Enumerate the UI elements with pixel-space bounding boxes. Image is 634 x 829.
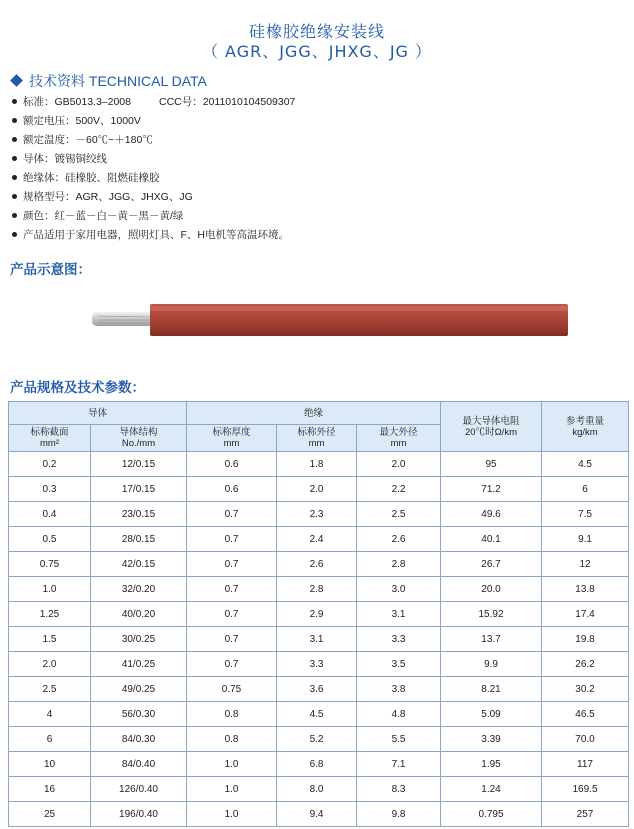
table-cell: 2.2 xyxy=(357,477,441,502)
table-cell: 2.9 xyxy=(277,602,357,627)
table-cell: 0.2 xyxy=(9,452,91,477)
table-cell: 169.5 xyxy=(542,777,629,802)
table-cell: 26.7 xyxy=(441,552,542,577)
bullet-icon xyxy=(12,194,17,199)
technical-data-list xyxy=(10,93,295,245)
diagram-heading: 产品示意图： xyxy=(10,262,91,277)
table-cell: 7.5 xyxy=(542,502,629,527)
table-cell: 26.2 xyxy=(542,652,629,677)
table-row xyxy=(9,477,629,502)
table-cell: 3.8 xyxy=(357,677,441,702)
table-cell: 0.7 xyxy=(187,552,277,577)
technical-data-text: 产品适用于家用电器，照明灯具、F、H电机等高温环境。 xyxy=(23,229,289,241)
resistance-header-label: 最大导体电阻 xyxy=(462,415,520,427)
column-header xyxy=(187,425,277,452)
technical-data-item xyxy=(10,112,295,131)
bullet-icon xyxy=(12,175,17,180)
table-row xyxy=(9,702,629,727)
conductor-group-header: 导体 xyxy=(9,402,187,425)
table-cell: 0.75 xyxy=(9,552,91,577)
table-row xyxy=(9,652,629,677)
table-row xyxy=(9,627,629,652)
table-cell: 13.8 xyxy=(542,577,629,602)
table-row xyxy=(9,577,629,602)
table-cell: 32/0.20 xyxy=(91,577,187,602)
table-cell: 71.2 xyxy=(441,477,542,502)
bullet-icon xyxy=(12,213,17,218)
wire-illustration xyxy=(90,298,570,344)
bullet-icon xyxy=(12,137,17,142)
table-cell: 20.0 xyxy=(441,577,542,602)
table-cell: 257 xyxy=(542,802,629,827)
table-cell: 1.95 xyxy=(441,752,542,777)
spec-table xyxy=(8,401,629,827)
table-cell: 2.4 xyxy=(277,527,357,552)
table-cell: 1.24 xyxy=(441,777,542,802)
table-cell: 2.0 xyxy=(357,452,441,477)
technical-data-text: 额定电压：500V、1000V xyxy=(23,115,141,127)
technical-data-extra: CCC号：2011010104509307 xyxy=(158,96,296,108)
page-title: 硅橡胶绝缘安装线 xyxy=(248,22,385,41)
column-header-unit: mm² xyxy=(40,438,59,449)
table-cell: 41/0.25 xyxy=(91,652,187,677)
table-cell: 1.8 xyxy=(277,452,357,477)
technical-data-item xyxy=(10,150,295,169)
weight-header-unit: kg/km xyxy=(572,426,598,438)
bullet-icon xyxy=(12,99,17,104)
insulation-group-header: 绝缘 xyxy=(187,402,441,425)
table-cell: 5.5 xyxy=(357,727,441,752)
technical-data-text: 规格型号：AGR、JGG、JHXG、JG xyxy=(23,191,193,203)
bullet-icon xyxy=(12,118,17,123)
table-cell: 7.1 xyxy=(357,752,441,777)
table-cell: 3.3 xyxy=(357,627,441,652)
table-cell: 49.6 xyxy=(441,502,542,527)
table-cell: 10 xyxy=(9,752,91,777)
weight-header-label: 参考重量 xyxy=(566,415,605,427)
table-row xyxy=(9,452,629,477)
table-cell: 49/0.25 xyxy=(91,677,187,702)
column-header xyxy=(357,425,441,452)
table-cell: 4.5 xyxy=(542,452,629,477)
table-cell: 1.0 xyxy=(187,777,277,802)
table-cell: 1.0 xyxy=(187,752,277,777)
table-cell: 0.7 xyxy=(187,527,277,552)
table-cell: 95 xyxy=(441,452,542,477)
technical-data-item xyxy=(10,169,295,188)
table-cell: 2.6 xyxy=(277,552,357,577)
table-cell: 28/0.15 xyxy=(91,527,187,552)
table-cell: 3.5 xyxy=(357,652,441,677)
technical-data-item xyxy=(10,188,295,207)
table-cell: 5.09 xyxy=(441,702,542,727)
table-cell: 0.3 xyxy=(9,477,91,502)
table-cell: 3.3 xyxy=(277,652,357,677)
table-cell: 4.5 xyxy=(277,702,357,727)
column-header-unit: mm xyxy=(223,438,240,449)
technical-data-text: 绝缘体：硅橡胶、阻燃硅橡胶 xyxy=(23,172,160,184)
table-cell: 5.2 xyxy=(277,727,357,752)
technical-data-text: 标准：GB5013.3–2008 xyxy=(23,96,131,108)
table-row xyxy=(9,752,629,777)
table-cell: 40/0.20 xyxy=(91,602,187,627)
table-cell: 0.7 xyxy=(187,502,277,527)
spec-table-heading: 产品规格及技术参数： xyxy=(10,380,145,395)
table-row xyxy=(9,527,629,552)
table-cell: 9.8 xyxy=(357,802,441,827)
table-cell: 15.92 xyxy=(441,602,542,627)
technical-data-text: 导体：镀锡铜绞线 xyxy=(23,153,107,165)
technical-data-item xyxy=(10,131,295,150)
technical-data-heading-text: 技术资料 TECHNICAL DATA xyxy=(29,73,207,89)
table-cell: 2.8 xyxy=(277,577,357,602)
table-cell: 126/0.40 xyxy=(91,777,187,802)
column-header-label: 标称外径 xyxy=(297,427,336,438)
resistance-header-unit: 20℃时Ω/km xyxy=(465,426,517,438)
table-row xyxy=(9,602,629,627)
table-cell: 3.1 xyxy=(277,627,357,652)
table-cell: 6 xyxy=(542,477,629,502)
table-cell: 0.4 xyxy=(9,502,91,527)
table-cell: 9.4 xyxy=(277,802,357,827)
table-cell: 0.5 xyxy=(9,527,91,552)
table-row xyxy=(9,552,629,577)
table-row xyxy=(9,502,629,527)
table-cell: 3.39 xyxy=(441,727,542,752)
spec-table-container xyxy=(8,401,628,827)
table-cell: 0.75 xyxy=(187,677,277,702)
table-row xyxy=(9,802,629,827)
column-header-unit: mm xyxy=(308,438,325,449)
table-cell: 0.795 xyxy=(441,802,542,827)
table-row xyxy=(9,727,629,752)
table-cell: 19.8 xyxy=(542,627,629,652)
table-cell: 56/0.30 xyxy=(91,702,187,727)
table-cell: 117 xyxy=(542,752,629,777)
table-cell: 4.8 xyxy=(357,702,441,727)
table-cell: 30.2 xyxy=(542,677,629,702)
column-header xyxy=(9,425,91,452)
technical-data-item xyxy=(10,207,295,226)
table-cell: 70.0 xyxy=(542,727,629,752)
table-cell: 16 xyxy=(9,777,91,802)
table-cell: 2.5 xyxy=(357,502,441,527)
table-row xyxy=(9,777,629,802)
technical-data-text: 颜色：红－蓝－白－黄－黑－黄/绿 xyxy=(23,210,184,222)
column-header-label: 导体结构 xyxy=(119,427,158,438)
technical-data-item xyxy=(10,226,295,245)
table-cell: 84/0.40 xyxy=(91,752,187,777)
table-cell: 0.7 xyxy=(187,577,277,602)
table-cell: 6 xyxy=(9,727,91,752)
table-row xyxy=(9,677,629,702)
table-cell: 12/0.15 xyxy=(91,452,187,477)
table-cell: 2.6 xyxy=(357,527,441,552)
table-cell: 2.5 xyxy=(9,677,91,702)
table-cell: 0.7 xyxy=(187,627,277,652)
technical-data-heading xyxy=(10,71,207,91)
table-cell: 1.5 xyxy=(9,627,91,652)
bullet-icon xyxy=(12,156,17,161)
table-cell: 2.0 xyxy=(277,477,357,502)
table-cell: 0.7 xyxy=(187,652,277,677)
table-cell: 1.0 xyxy=(9,577,91,602)
table-cell: 40.1 xyxy=(441,527,542,552)
table-cell: 196/0.40 xyxy=(91,802,187,827)
table-cell: 0.8 xyxy=(187,702,277,727)
table-cell: 23/0.15 xyxy=(91,502,187,527)
table-cell: 84/0.30 xyxy=(91,727,187,752)
table-cell: 2.3 xyxy=(277,502,357,527)
table-cell: 2.8 xyxy=(357,552,441,577)
column-header-label: 标称截面 xyxy=(30,427,69,438)
column-header-label: 最大外径 xyxy=(379,427,418,438)
table-cell: 42/0.15 xyxy=(91,552,187,577)
diamond-bullet-icon xyxy=(10,74,23,87)
column-header xyxy=(277,425,357,452)
table-cell: 46.5 xyxy=(542,702,629,727)
table-cell: 30/0.25 xyxy=(91,627,187,652)
table-cell: 8.21 xyxy=(441,677,542,702)
page-subtitle: （ AGR、JGG、JHXG、JG ） xyxy=(201,42,433,61)
table-cell: 17/0.15 xyxy=(91,477,187,502)
table-cell: 3.1 xyxy=(357,602,441,627)
table-cell: 1.25 xyxy=(9,602,91,627)
table-cell: 13.7 xyxy=(441,627,542,652)
resistance-header xyxy=(441,402,542,452)
table-cell: 17.4 xyxy=(542,602,629,627)
table-cell: 9.9 xyxy=(441,652,542,677)
table-cell: 0.8 xyxy=(187,727,277,752)
column-header-unit: mm xyxy=(390,438,407,449)
column-header-label: 标称厚度 xyxy=(212,427,251,438)
technical-data-text: 额定温度：－60℃~＋180℃ xyxy=(23,134,153,146)
column-header-unit: No./mm xyxy=(121,438,156,449)
table-cell: 4 xyxy=(9,702,91,727)
bullet-icon xyxy=(12,232,17,237)
column-header xyxy=(91,425,187,452)
table-cell: 9.1 xyxy=(542,527,629,552)
table-cell: 2.0 xyxy=(9,652,91,677)
table-cell: 3.0 xyxy=(357,577,441,602)
table-cell: 0.6 xyxy=(187,452,277,477)
table-cell: 8.0 xyxy=(277,777,357,802)
table-cell: 3.6 xyxy=(277,677,357,702)
table-cell: 25 xyxy=(9,802,91,827)
table-cell: 0.6 xyxy=(187,477,277,502)
table-cell: 1.0 xyxy=(187,802,277,827)
table-cell: 8.3 xyxy=(357,777,441,802)
technical-data-item xyxy=(10,93,295,112)
table-cell: 12 xyxy=(542,552,629,577)
weight-header xyxy=(542,402,629,452)
table-cell: 0.7 xyxy=(187,602,277,627)
table-cell: 6.8 xyxy=(277,752,357,777)
